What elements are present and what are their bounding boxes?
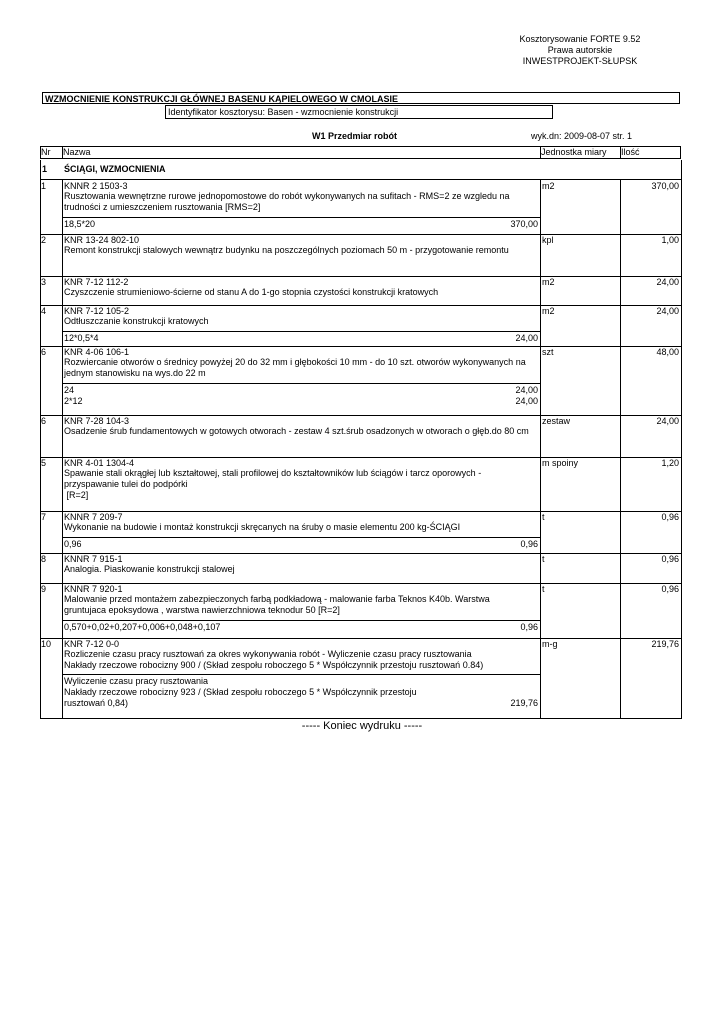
table-rule: [40, 305, 682, 306]
item-unit: t: [542, 512, 545, 522]
item-description: Spawanie stali okrągłej lub kształtowej, stali profilowej do kształtowników lub ściągów i tarcz oporowych - przyspawanie tulei do podpórki: [64, 468, 482, 489]
col-name: Nazwa: [63, 147, 91, 157]
item-number: 3: [41, 277, 47, 287]
table-rule: [40, 179, 682, 180]
item-description-extra: Nakłady rzeczowe robocizny 900 / (Skład zespołu roboczego 5 * Współczynnik przestoju rusztowań 0.84): [64, 660, 484, 670]
item-description: Remont konstrukcji stalowych wewnątrz budynku na poszczególnych poziomach 50 m - przygotowanie remontu: [64, 245, 509, 255]
table-rule: [62, 331, 540, 332]
item-number: 4: [41, 306, 47, 316]
item-number: 7: [41, 512, 47, 522]
calc-value: 24,00: [515, 396, 538, 406]
item-unit: m2: [542, 306, 555, 316]
calc-value: 0,96: [520, 539, 538, 549]
item-description: Osadzenie śrub fundamentowych w gotowych otworach - zestaw 4 szt.śrub osadzonych w otworach o głęb.do 80 cm: [64, 426, 529, 436]
table-rule: [40, 457, 682, 458]
table-rule: [40, 511, 682, 512]
item-quantity: 1,20: [661, 458, 679, 468]
section-number: 1: [42, 164, 48, 174]
item-code: KNR 7-12 0-0: [64, 639, 120, 649]
calc-expression: 18,5*20: [64, 219, 96, 229]
table-rule: [62, 620, 540, 621]
item-quantity: 0,96: [661, 554, 679, 564]
item-code: KNR 4-01 1304-4: [64, 458, 135, 468]
item-unit: t: [542, 584, 545, 594]
program-header: [490, 34, 670, 67]
calc-value: 24,00: [515, 385, 538, 395]
item-unit: zestaw: [542, 416, 571, 426]
item-number: 2: [41, 235, 47, 245]
item-number: 6: [41, 347, 47, 357]
item-quantity: 370,00: [651, 181, 679, 191]
copyright-label: Prawa autorskie: [547, 45, 613, 55]
calc-expression: 0,570+0,02+0,207+0,006+0,048+0,107: [64, 622, 221, 632]
item-code: KNR 7-12 105-2: [64, 306, 130, 316]
item-quantity: 219,76: [651, 639, 679, 649]
item-quantity: 48,00: [656, 347, 679, 357]
table-header: [40, 146, 681, 159]
calc-value: 219,76: [510, 698, 538, 708]
item-code: KNR 7-12 112-2: [64, 277, 129, 287]
table-rule: [40, 553, 682, 554]
table-rule: [681, 160, 682, 718]
table-rule: [62, 217, 540, 218]
table-rule: [40, 583, 682, 584]
item-quantity: 0,96: [661, 584, 679, 594]
item-quantity: 1,00: [661, 235, 679, 245]
calc-value: 370,00: [510, 219, 538, 229]
document-title: W1 Przedmiar robót: [312, 131, 398, 141]
calc-line: Nakłady rzeczowe robocizny 923 / (Skład zespołu roboczego 5 * Współczynnik przestoju: [64, 687, 417, 697]
licensee-name: INWESTPROJEKT-SŁUPSK: [522, 56, 638, 66]
table-rule: [62, 674, 540, 675]
item-unit: m2: [542, 277, 555, 287]
table-rule: [40, 718, 682, 719]
table-rule: [62, 537, 540, 538]
item-code: KNR 13-24 802-10: [64, 235, 140, 245]
item-number: 8: [41, 554, 47, 564]
estimate-identifier: Identyfikator kosztorysu: Basen - wzmocnienie konstrukcji: [165, 105, 553, 119]
calc-line: rusztowań 0,84): [64, 698, 129, 708]
table-rule: [40, 276, 682, 277]
table-rule: [40, 415, 682, 416]
item-unit: kpl: [542, 235, 554, 245]
col-nr: Nr: [41, 147, 51, 157]
table-rule: [40, 346, 682, 347]
item-number: 10: [41, 639, 52, 649]
item-unit: t: [542, 554, 545, 564]
table-rule: [62, 383, 540, 384]
item-quantity: 24,00: [656, 277, 679, 287]
item-description: Analogia. Piaskowanie konstrukcji stalowej: [64, 564, 235, 574]
item-description: Czyszczenie strumieniowo-ścierne od stanu A do 1-go stopnia czystości konstrukcji kratowych: [64, 287, 439, 297]
calc-value: 24,00: [515, 333, 538, 343]
item-unit: m2: [542, 181, 555, 191]
item-number: 9: [41, 584, 47, 594]
item-code: KNNR 7 920-1: [64, 584, 123, 594]
calc-expression: 0,96: [64, 539, 82, 549]
calc-line: Wyliczenie czasu pracy rusztowania: [64, 676, 208, 686]
item-description: Wykonanie na budowie i montaż konstrukcji skręcanych na śruby o masie elementu 200 kg-ŚCIĄGI: [64, 522, 461, 532]
col-qty: Ilość: [621, 147, 640, 157]
item-quantity: 24,00: [656, 416, 679, 426]
item-code: KNR 4-06 106-1: [64, 347, 130, 357]
item-description: Rozwiercanie otworów o średnicy powyżej 20 do 32 mm i głębokości 10 mm - do 10 szt. otworów wykonywanych na jednym stanowisku na wys.do 22 m: [64, 357, 526, 378]
end-of-print: ----- Koniec wydruku -----: [301, 720, 423, 732]
item-quantity: 24,00: [656, 306, 679, 316]
table-rule: [40, 638, 682, 639]
item-unit: m spoiny: [542, 458, 579, 468]
calc-value: 0,96: [520, 622, 538, 632]
item-number: 6: [41, 416, 47, 426]
calc-expression: 2*12: [64, 396, 83, 406]
calc-expression: 12*0,5*4: [64, 333, 99, 343]
item-number: 1: [41, 181, 47, 191]
item-description-extra: [R=2]: [64, 490, 89, 500]
item-number: 5: [41, 458, 47, 468]
item-description: Malowanie przed montażem zabezpieczonych farbą podkładową - malowanie farba Teknos K40b. Warstwa gruntujaca epoksydowa , warstwa nawierzchniowa teknodur 50 [R=2]: [64, 594, 490, 615]
document-meta: wyk.dn: 2009-08-07 str. 1: [531, 131, 633, 141]
program-name: Kosztorysowanie FORTE 9.52: [519, 34, 641, 44]
item-unit: szt: [542, 347, 554, 357]
calc-expression: 24: [64, 385, 75, 395]
item-description: Rozliczenie czasu pracy rusztowań za okres wykonywania robót - Wyliczenie czasu pracy rusztowania: [64, 649, 472, 659]
estimate-title: WZMOCNIENIE KONSTRUKCJI GŁÓWNEJ BASENU KĄPIELOWEGO W CMOLASIE: [42, 92, 680, 104]
item-quantity: 0,96: [661, 512, 679, 522]
col-unit: Jednostka miary: [541, 147, 607, 157]
item-code: KNNR 7 209-7: [64, 512, 123, 522]
item-unit: m-g: [542, 639, 558, 649]
section-name: ŚCIĄGI, WZMOCNIENIA: [64, 164, 166, 174]
item-code: KNNR 7 915-1: [64, 554, 123, 564]
item-description: Rusztowania wewnętrzne rurowe jednopomostowe do robót wykonywanych na sufitach - RMS=2 ze wzgledu na trudności z umieszczeniem rusztowania [RMS=2]: [64, 191, 510, 212]
item-code: KNR 7-28 104-3: [64, 416, 130, 426]
item-code: KNNR 2 1503-3: [64, 181, 128, 191]
item-description: Odtłuszczanie konstrukcji kratowych: [64, 316, 209, 326]
